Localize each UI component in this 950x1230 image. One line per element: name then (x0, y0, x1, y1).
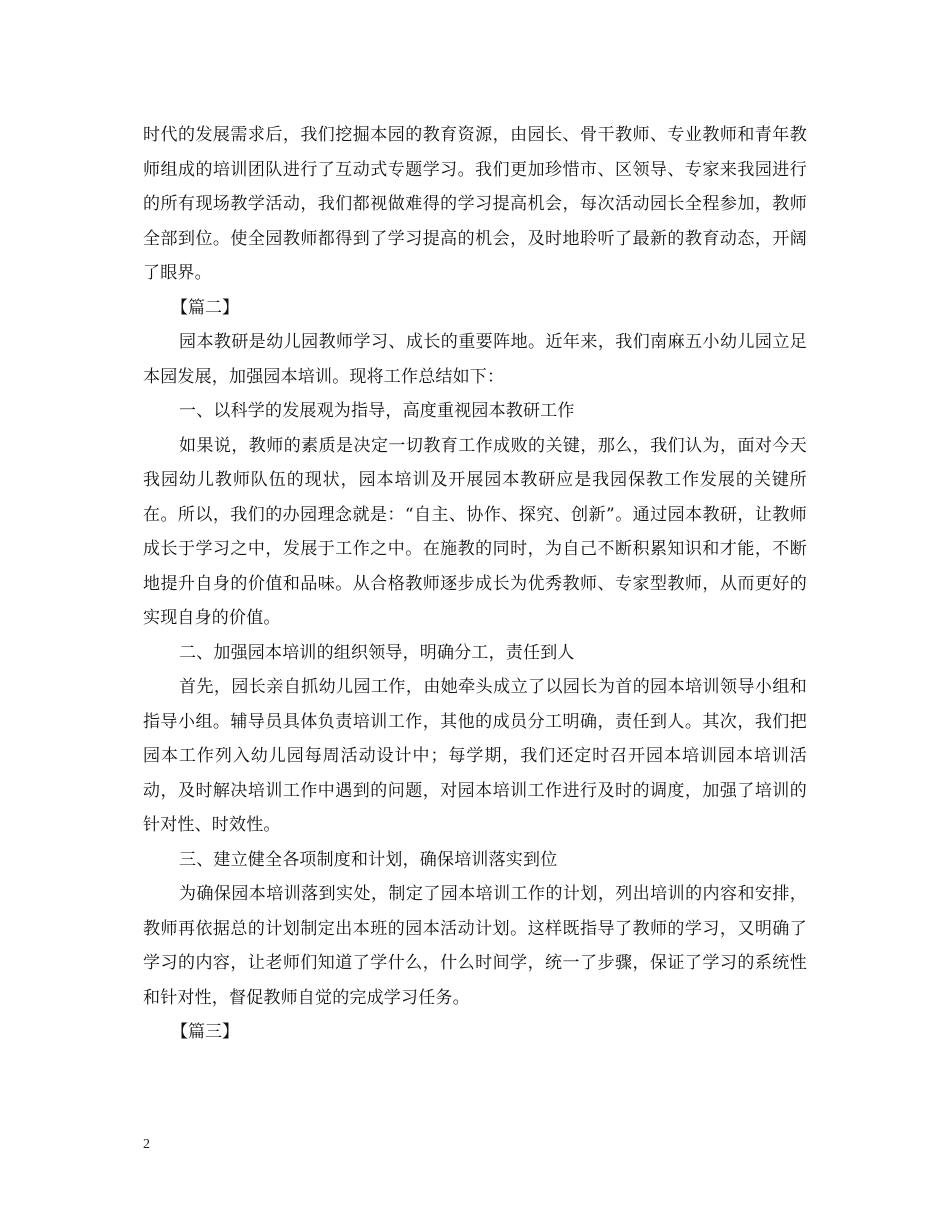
paragraph-training-plan: 为确保园本培训落到实处，制定了园本培训工作的计划，列出培训的内容和安排，教师再依据总的计划制定出本班的园本活动计划。这样既指导了教师的学习，又明确了学习的内容，让老师们知道了学什么，什么时间学，统一了步骤，保证了学习的系统性和针对性，督促教师自觉的完成学习任务。 (143, 884, 807, 1008)
paragraph-leadership: 首先，园长亲自抓幼儿园工作，由她牵头成立了以园长为首的园本培训领导小组和指导小组。辅导员具体负责培训工作，其他的成员分工明确，责任到人。其次，我们把园本工作列入幼儿园每周活动设计中；每学期，我们还定时召开园本培训园本培训活动，及时解决培训工作中遇到的问题，对园本培训工作进行及时的调度，加强了培训的针对性、时效性。 (143, 677, 807, 835)
page-number: 2 (143, 1137, 150, 1152)
document-body (143, 118, 807, 1050)
subheading-one: 一、以科学的发展观为指导，高度重视园本教研工作 (179, 401, 575, 421)
subheading-two: 二、加强园本培训的组织领导，明确分工，责任到人 (179, 642, 575, 663)
subheading-three: 三、建立健全各项制度和计划，确保培训落实到位 (179, 849, 558, 870)
section-heading-part-three: 【篇三】 (171, 1022, 239, 1042)
paragraph-intro: 园本教研是幼儿园教师学习、成长的重要阵地。近年来，我们南麻五小幼儿园立足本园发展，加强园本培训。现将工作总结如下： (143, 332, 807, 387)
paragraph-continuation: 时代的发展需求后，我们挖掘本园的教育资源，由园长、骨干教师、专业教师和青年教师组成的培训团队进行了互动式专题学习。我们更加珍惜市、区领导、专家来我园进行的所有现场教学活动，我们都视做难得的学习提高机会，每次活动园长全程参加，教师全部到位。使全园教师都得到了学习提高的机会，及时地聆听了最新的教育动态，开阔了眼界。 (143, 125, 807, 283)
paragraph-teacher-quality: 如果说，教师的素质是决定一切教育工作成败的关键，那么，我们认为，面对今天我园幼儿教师队伍的现状，园本培训及开展园本教研应是我园保教工作发展的关键所在。所以，我们的办园理念就是：“自主、协作、探究、创新”。通过园本教研，让教师成长于学习之中，发展于工作之中。在施教的同时，为自己不断积累知识和才能，不断地提升自身的价值和品味。从合格教师逐步成长为优秀教师、专家型教师，从而更好的实现自身的价值。 (143, 435, 807, 628)
section-heading-part-two: 【篇二】 (171, 297, 239, 318)
